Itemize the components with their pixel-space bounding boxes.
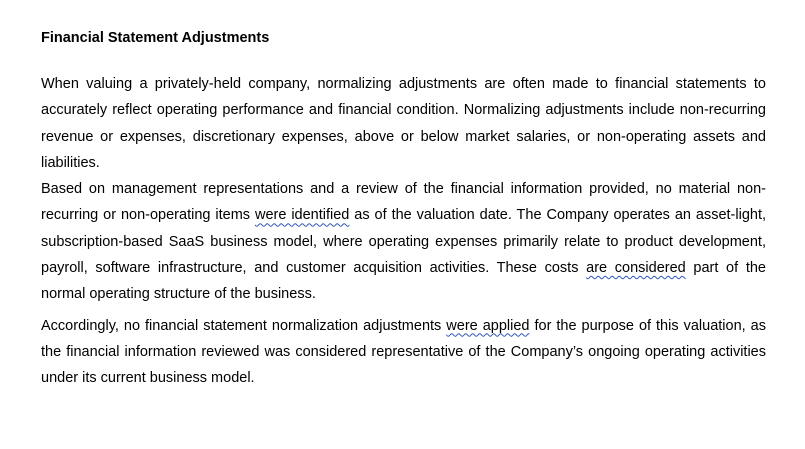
grammar-suggestion-underline[interactable]: are considered xyxy=(586,260,686,277)
section-heading: Financial Statement Adjustments xyxy=(41,30,270,46)
text-run: for the purpose of this valuation, as the financial information reviewed was considered representative of the Company’s ongoing operating activities under its current business model. xyxy=(41,317,766,387)
text-run: Based on management representations and a review of the financial information provided, no material non-recurring or non-operating items xyxy=(41,181,766,224)
text-run: as of the valuation date. The Company operates an asset-light, subscription-based SaaS business model, where operating expenses primarily relate to product development, payroll, software infrastructure, and customer acquisition activities. These costs xyxy=(41,207,766,277)
text-run: Accordingly, no financial statement normalization adjustments xyxy=(41,317,447,334)
text-run: part of the normal operating structure of the business. xyxy=(41,260,766,303)
grammar-suggestion-underline[interactable]: were applied xyxy=(446,317,530,334)
paragraph-normalizing-adjustments xyxy=(41,71,766,176)
text-run: When valuing a privately-held company, normalizing adjustments are often made to financial statements to accurately reflect operating performance and financial condition. Normalizing adjustments include non-recurring revenue or expenses, discretionary expenses, above or below market salaries, or non-operating assets and liabilities. xyxy=(41,76,766,171)
grammar-suggestion-underline[interactable]: were identified xyxy=(254,207,350,224)
paragraph-conclusion xyxy=(41,313,766,392)
document-page xyxy=(41,26,766,392)
paragraph-management-representations xyxy=(41,176,766,307)
